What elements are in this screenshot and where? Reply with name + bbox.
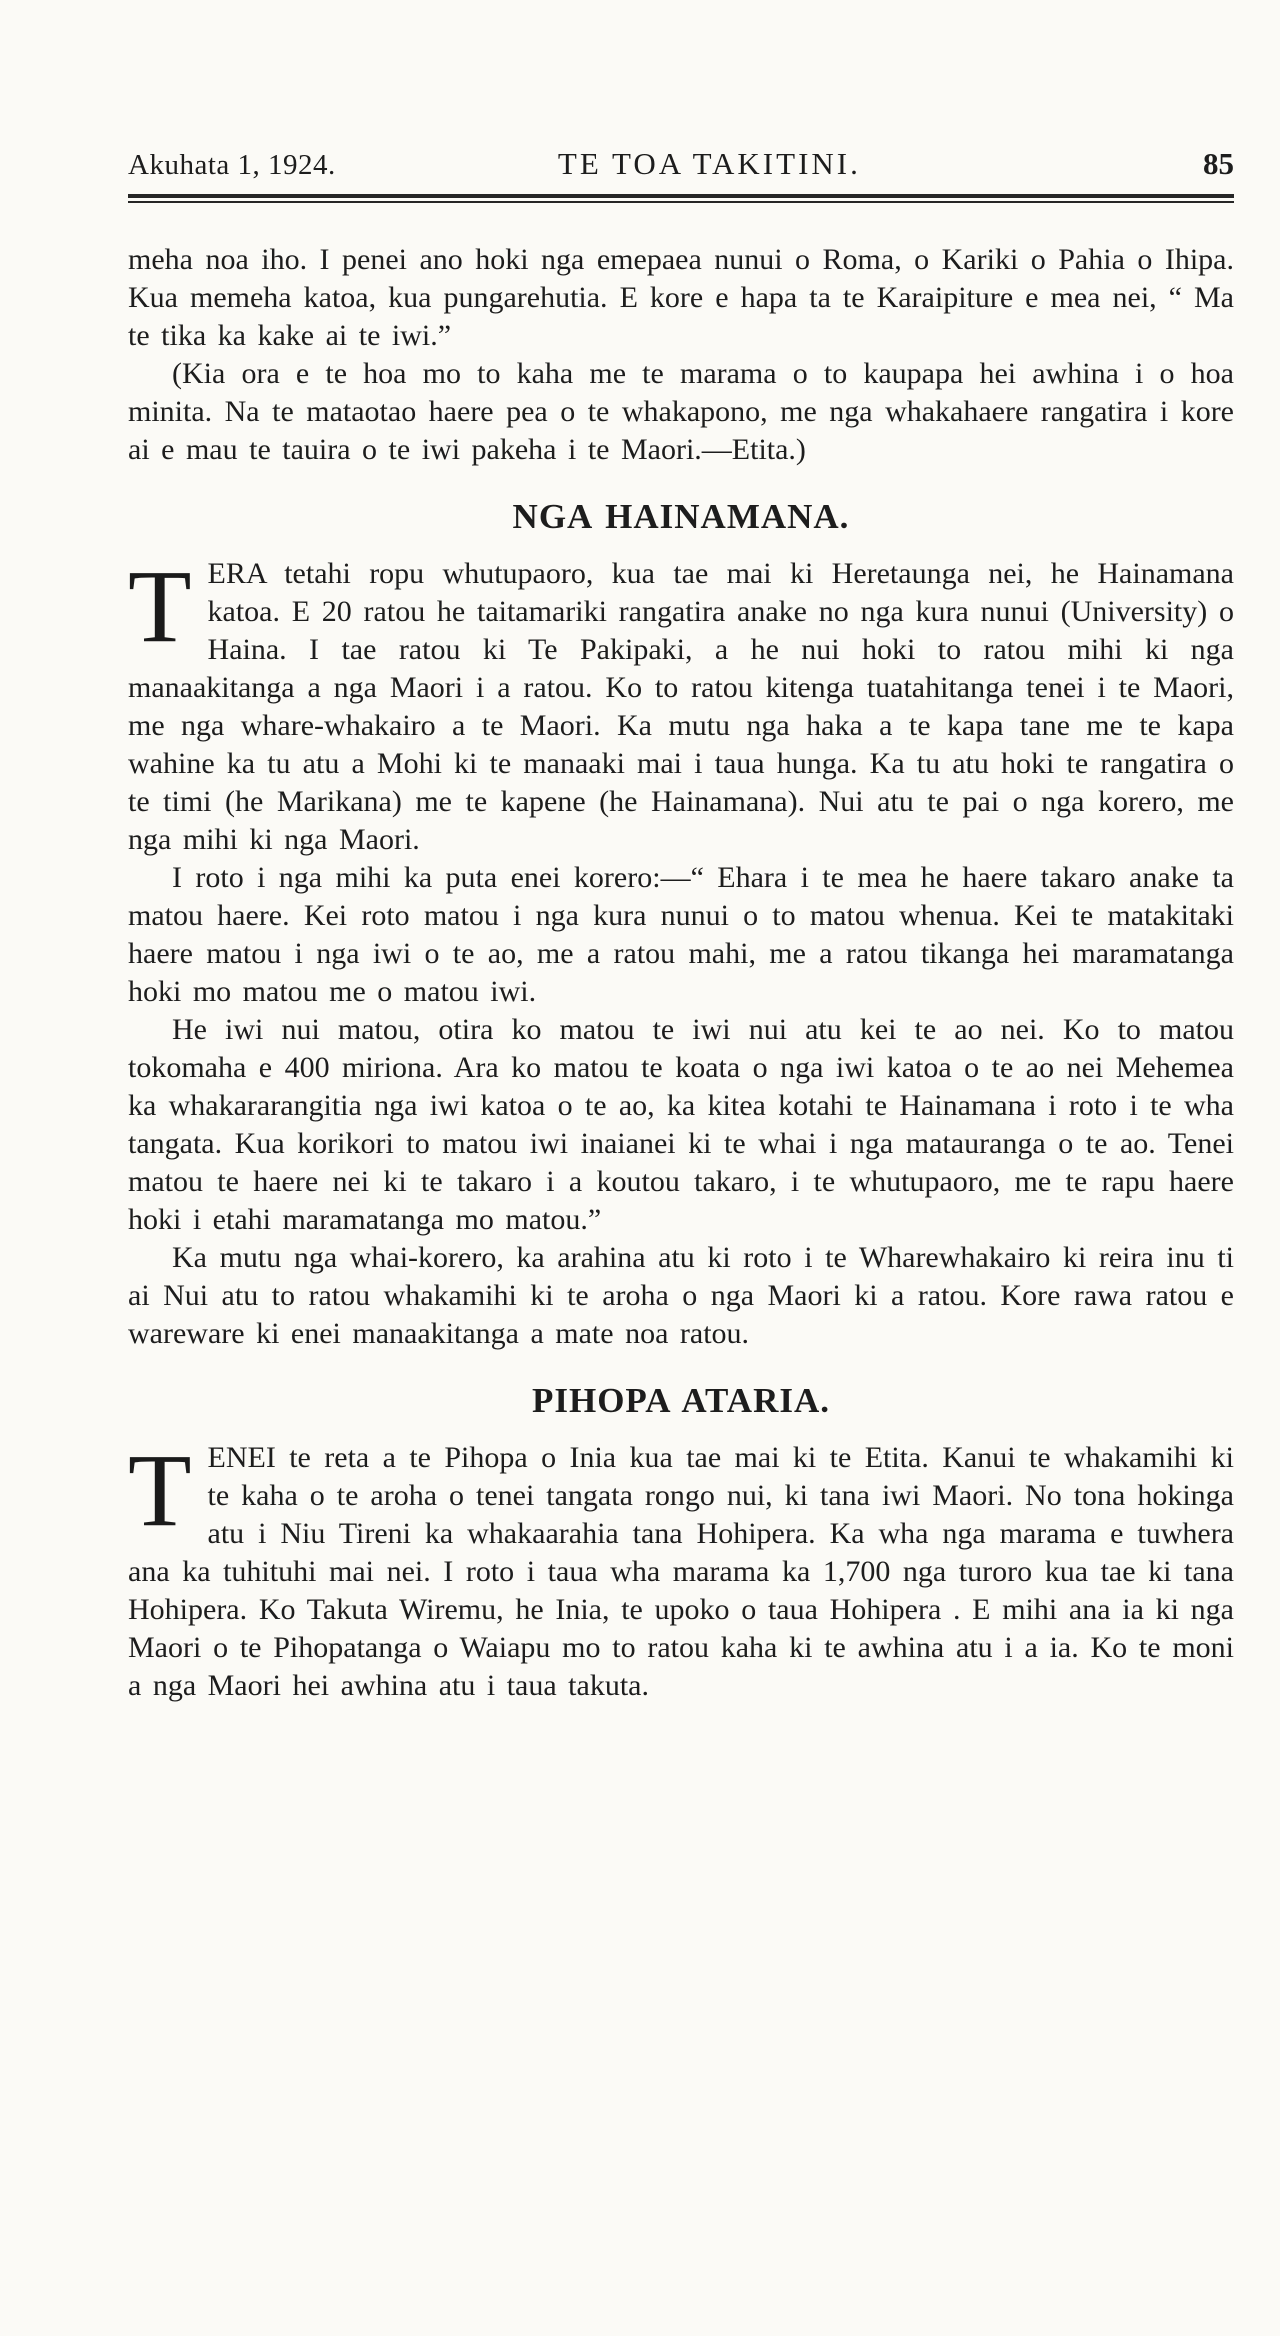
article-nga-hainamana — [128, 497, 1234, 1353]
header-rule — [128, 194, 1234, 203]
drop-cap: T — [128, 1433, 192, 1548]
publication-title: TE TOA TAKITINI. — [557, 146, 861, 181]
masthead — [128, 146, 1234, 182]
article-pihopa-ataria — [128, 1381, 1234, 1705]
paragraph: He iwi nui matou, otira ko matou te iwi nui atu kei te ao nei. Ko to matou tokomaha e 400 miriona. Ara ko matou te koata o nga iwi katoa o te ao nei Mehemea ka whakararangitia nga iwi katoa o te ao, ka kitea kotahi te Hainamana i roto i te wha tangata. Kua korikori to matou iwi inaianei ki te whai i nga matauranga o te ao. Tenei matou te haere nei ki te takaro i a koutou takaro, i te whutupaoro, me te rapu haere hoki i etahi maramatanga mo matou.” — [128, 1013, 1234, 1236]
article-body — [128, 241, 1234, 1705]
drop-cap: T — [128, 549, 192, 664]
paragraph: Ka mutu nga whai-korero, ka arahina atu ki roto i te Wharewhakairo ki reira inu ti ai Nui atu to ratou whakamihi ki te aroha o nga Maori ki a ratou. Kore rawa ratou e wareware ki enei manaakitanga a mate noa ratou. — [128, 1241, 1234, 1350]
paragraph — [128, 549, 1234, 859]
page-number: 85 — [1203, 146, 1234, 181]
paragraph-text: ERA tetahi ropu whutupaoro, kua tae mai ki Heretaunga nei, he Hainamana katoa. E 20 ratou he taitamariki rangatira anake no nga kura nunui (University) o Haina. I tae ratou ki Te Pakipaki, a he nui hoki to ratou mihi ki nga manaakitanga a nga Maori i a ratou. Ko to ratou kitenga tuatahitanga tenei i te Maori, me nga whare-whakairo a te Maori. Ka mutu nga haka a te kapa tane me te kapa wahine ka tu atu a Mohi ki te manaaki mai i taua hunga. Ka tu atu hoki te rangatira o te timi (he Marikana) me te kapene (he Hainamana). Nui atu te pai o nga korero, me nga mihi ki nga Maori. — [128, 557, 1234, 856]
continuation-paragraph: meha noa iho. I penei ano hoki nga emepaea nunui o Roma, o Kariki o Pahia o Ihipa. Kua memeha katoa, kua pungarehutia. E kore e hapa ta te Karaipiture e mea nei, “ Ma te tika ka kake ai te iwi.” — [128, 243, 1234, 352]
article-heading: NGA HAINAMANA. — [512, 497, 850, 536]
issue-date: Akuhata 1, 1924. — [128, 149, 336, 181]
article-heading: PIHOPA ATARIA. — [531, 1381, 831, 1420]
editor-note-paragraph: (Kia ora e te hoa mo to kaha me te marama o to kaupapa hei awhina i o hoa minita. Na te mataotao haere pea o te whakapono, me nga whakahaere rangatira i kore ai e mau te tauira o te iwi pakeha i te Maori.—Etita.) — [128, 357, 1234, 466]
paragraph: I roto i nga mihi ka puta enei korero:—“ Ehara i te mea he haere takaro anake ta matou haere. Kei roto matou i nga kura nunui o to matou whenua. Kei te matakitaki haere matou i nga iwi o te ao, me a ratou mahi, me a ratou tikanga hei maramatanga hoki mo matou me o matou iwi. — [128, 861, 1234, 1008]
paragraph — [128, 1433, 1234, 1705]
paragraph-text: ENEI te reta a te Pihopa o Inia kua tae mai ki te Etita. Kanui te whakamihi ki te kaha o te aroha o tenei tangata rongo nui, ki tana iwi Maori. No tona hokinga atu i Niu Tireni ka whakaarahia tana Hohipera. Ka wha nga marama e tuwhera ana ka tuhituhi mai nei. I roto i taua wha marama ka 1,700 nga turoro kua tae ki tana Hohipera. Ko Takuta Wiremu, he Inia, te upoko o taua Hohipera . E mihi ana ia ki nga Maori o te Pihopatanga o Waiapu mo to ratou kaha ki te awhina atu i a ia. Ko te moni a nga Maori hei awhina atu i taua takuta. — [128, 1441, 1234, 1702]
